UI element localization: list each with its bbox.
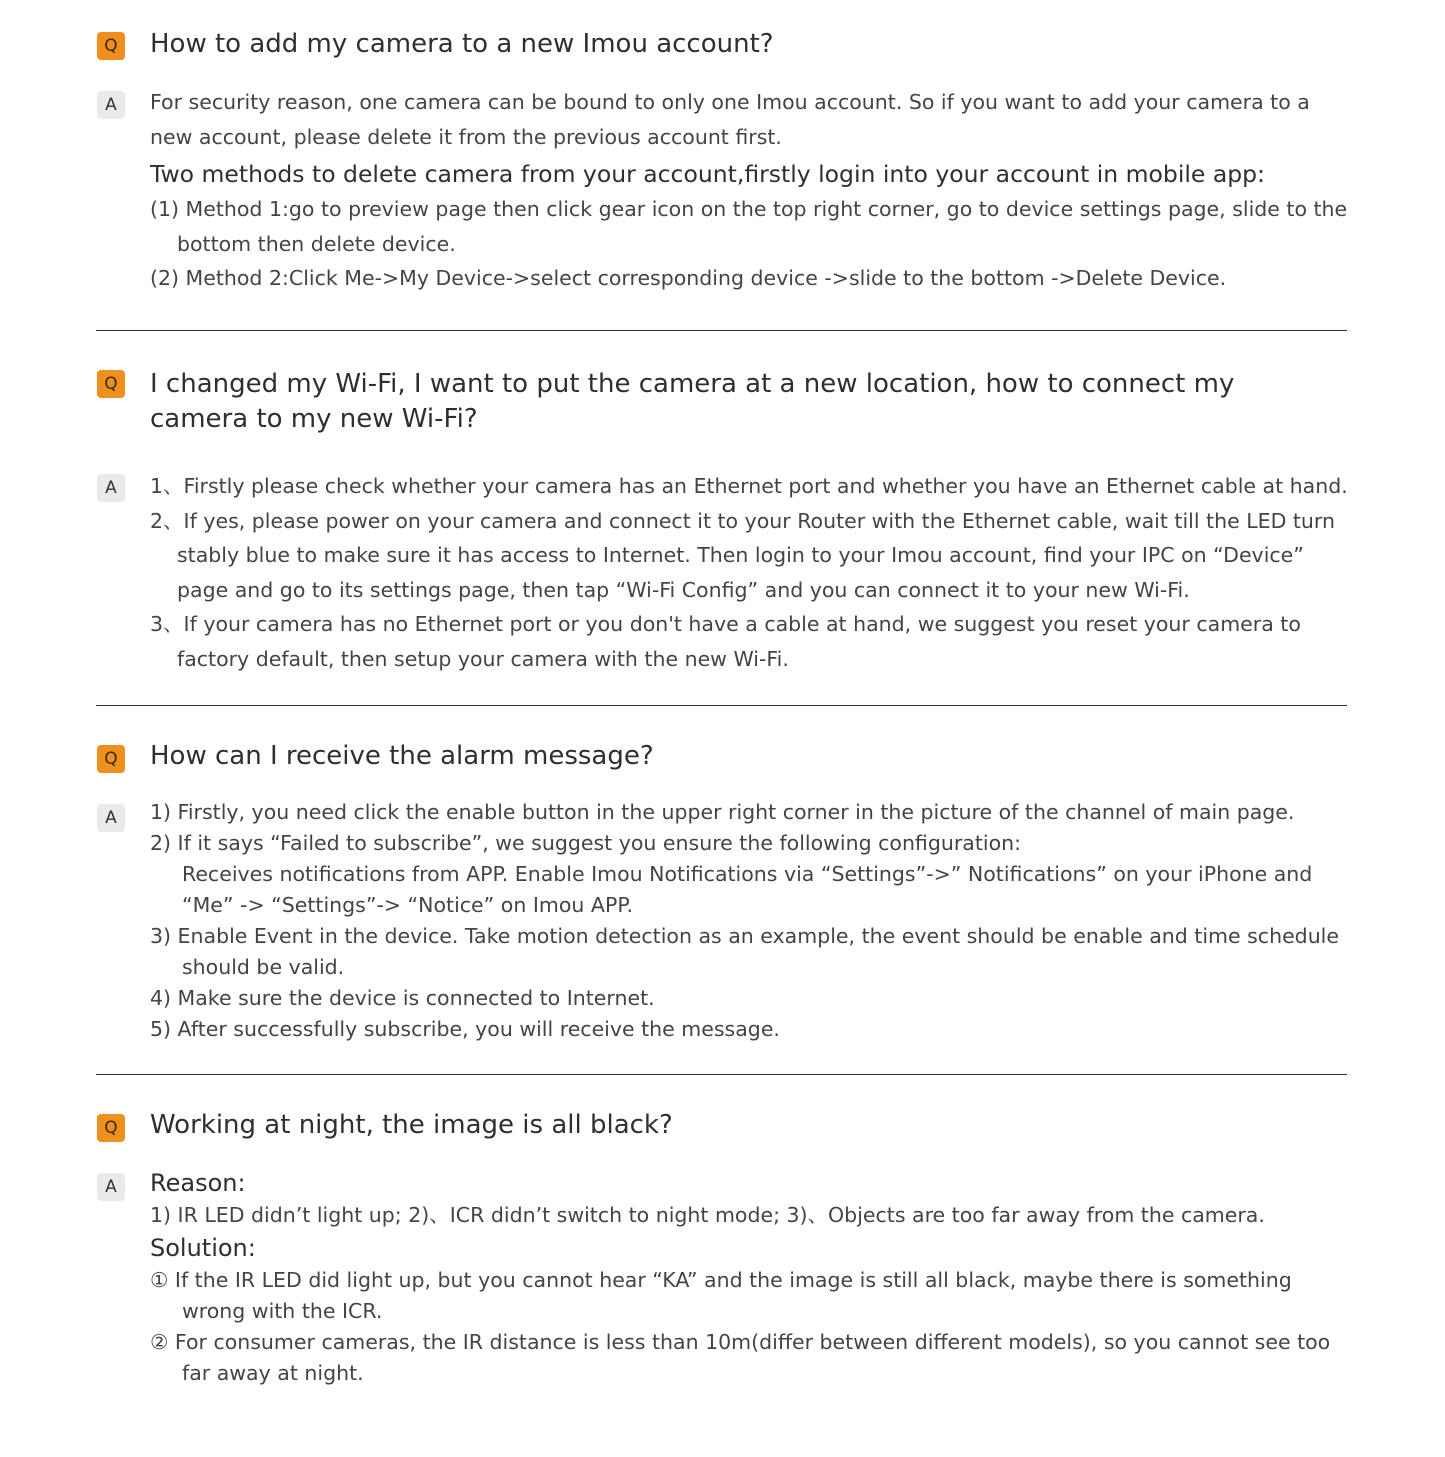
question-title: How can I receive the alarm message? bbox=[150, 741, 654, 771]
question-title: How to add my camera to a new Imou account? bbox=[150, 29, 774, 59]
list-item: 3、If your camera has no Ethernet port or you don't have a cable at hand, we suggest you reset your camera to factory default, then setup your camera with the new Wi-Fi. bbox=[150, 612, 1301, 671]
list-item: (2) Method 2:Click Me->My Device->select corresponding device ->slide to the bottom ->Delete Device. bbox=[150, 266, 1227, 290]
list-item: 5) After successfully subscribe, you will receive the message. bbox=[150, 1017, 780, 1041]
list-item: 3) Enable Event in the device. Take motion detection as an example, the event should be enable and time schedule should be valid. bbox=[150, 924, 1339, 979]
section-divider bbox=[96, 705, 1347, 706]
list-item: ② For consumer cameras, the IR distance is less than 10m(differ between different models), so you cannot see too far away at night. bbox=[150, 1330, 1331, 1385]
question-title: Working at night, the image is all black? bbox=[150, 1110, 673, 1140]
list-item: 4) Make sure the device is connected to Internet. bbox=[150, 986, 655, 1010]
answer-body bbox=[150, 1166, 1355, 1389]
answer-badge: A bbox=[97, 474, 125, 502]
reason-label: Reason: bbox=[150, 1169, 246, 1197]
list-item: 2) If it says “Failed to subscribe”, we suggest you ensure the following configuration: bbox=[150, 831, 1022, 855]
list-item-detail: Receives notifications from APP. Enable Imou Notifications via “Settings”->” Notifications” on your iPhone and “Me” -> “Settings”-> “Notice” on Imou APP. bbox=[182, 862, 1313, 917]
answer-intro: For security reason, one camera can be bound to only one Imou account. So if you want to add your camera to a new account, please delete it from the previous account first. bbox=[150, 90, 1310, 149]
answer-badge: A bbox=[97, 804, 125, 832]
list-item: ① If the IR LED did light up, but you cannot hear “KA” and the image is still all black, maybe there is something wrong with the ICR. bbox=[150, 1268, 1292, 1323]
list-item: (1) Method 1:go to preview page then click gear icon on the top right corner, go to device settings page, slide to the bottom then delete device. bbox=[150, 197, 1348, 256]
question-title: I changed my Wi-Fi, I want to put the camera at a new location, how to connect my camera to my new Wi-Fi? bbox=[150, 369, 1235, 434]
question-badge: Q bbox=[97, 745, 125, 773]
question-badge: Q bbox=[97, 1114, 125, 1142]
reason-text: 1) IR LED didn’t light up; 2)、ICR didn’t switch to night mode; 3)、Objects are too far away from the camera. bbox=[150, 1203, 1265, 1227]
answer-body bbox=[150, 85, 1355, 296]
question-badge: Q bbox=[97, 32, 125, 60]
list-item: 2、If yes, please power on your camera and connect it to your Router with the Ethernet cable, wait till the LED turn stably blue to make sure it has access to Internet. Then login to your Imou account, find your IPC on “Device” page and go to its settings page, then tap “Wi-Fi Config” and you can connect it to your new Wi-Fi. bbox=[150, 508, 1335, 602]
section-divider bbox=[96, 330, 1347, 331]
question-badge: Q bbox=[97, 370, 125, 398]
answer-subheading: Two methods to delete camera from your account,firstly login into your account in mobile app: bbox=[150, 160, 1265, 188]
answer-body bbox=[150, 797, 1355, 1045]
list-item: 1) Firstly, you need click the enable button in the upper right corner in the picture of the channel of main page. bbox=[150, 800, 1295, 824]
solution-label: Solution: bbox=[150, 1234, 256, 1262]
answer-badge: A bbox=[97, 1173, 125, 1201]
answer-badge: A bbox=[97, 91, 125, 119]
answer-body bbox=[150, 469, 1355, 676]
section-divider bbox=[96, 1074, 1347, 1075]
list-item: 1、Firstly please check whether your camera has an Ethernet port and whether you have an Ethernet cable at hand. bbox=[150, 474, 1348, 498]
